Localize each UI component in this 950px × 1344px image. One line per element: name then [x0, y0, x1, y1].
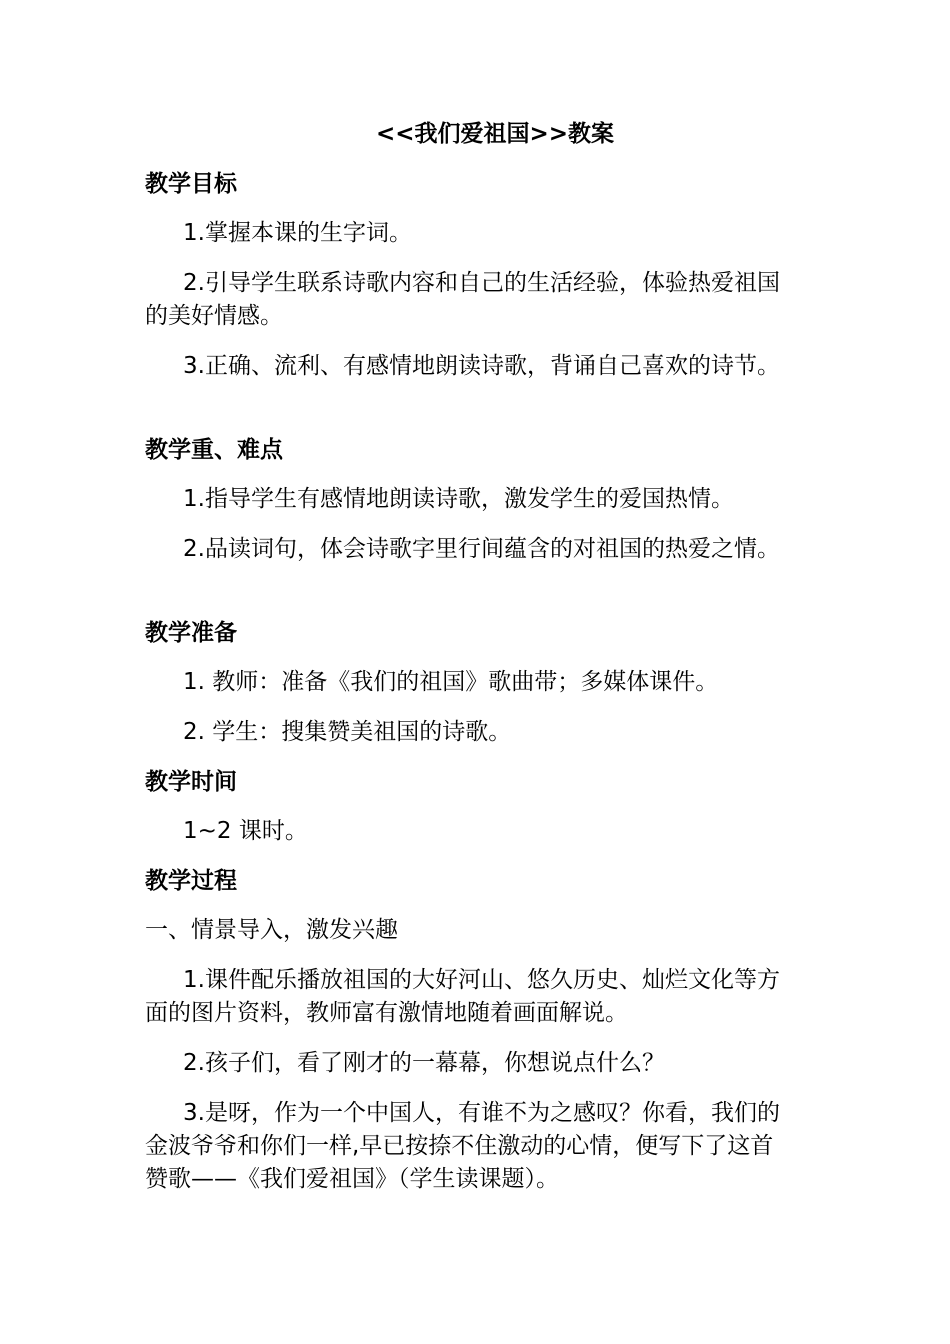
preparation-item-1: 1. 教师：准备《我们的祖国》歌曲带；多媒体课件。: [183, 669, 719, 695]
key-point-item-2: 2.品读词句，体会诗歌字里行间蕴含的对祖国的热爱之情。: [183, 536, 780, 562]
time-item-1: 1~2 课时。: [183, 818, 308, 844]
heading-goals: 教学目标: [145, 171, 237, 197]
goal-item-3: 3.正确、流利、有感情地朗读诗歌，背诵自己喜欢的诗节。: [183, 353, 780, 379]
goal-item-2: 2.引导学生联系诗歌内容和自己的生活经验，体验热爱祖国的美好情感。: [145, 270, 780, 329]
heading-key-points: 教学重、难点: [145, 437, 283, 463]
heading-preparation: 教学准备: [145, 620, 237, 646]
process-subheading: 一、情景导入，激发兴趣: [145, 917, 398, 943]
document-title: <<我们爱祖国>>教案: [375, 121, 615, 147]
key-point-item-1: 1.指导学生有感情地朗读诗歌，激发学生的爱国热情。: [183, 486, 734, 512]
process-item-3: 3.是呀，作为一个中国人，有谁不为之感叹？你看，我们的金波爷爷和你们一样,早已按捺不住激动的心情，便写下了这首赞歌——《我们爱祖国》（学生读课题）。: [145, 1100, 780, 1192]
heading-process: 教学过程: [145, 868, 237, 894]
preparation-item-2: 2. 学生：搜集赞美祖国的诗歌。: [183, 719, 512, 745]
goal-item-1: 1.掌握本课的生字词。: [183, 220, 412, 246]
heading-time: 教学时间: [145, 769, 237, 795]
process-item-1: 1.课件配乐播放祖国的大好河山、悠久历史、灿烂文化等方面的图片资料，教师富有激情地随着画面解说。: [145, 967, 780, 1026]
process-item-2: 2.孩子们，看了刚才的一幕幕，你想说点什么？: [183, 1050, 665, 1076]
